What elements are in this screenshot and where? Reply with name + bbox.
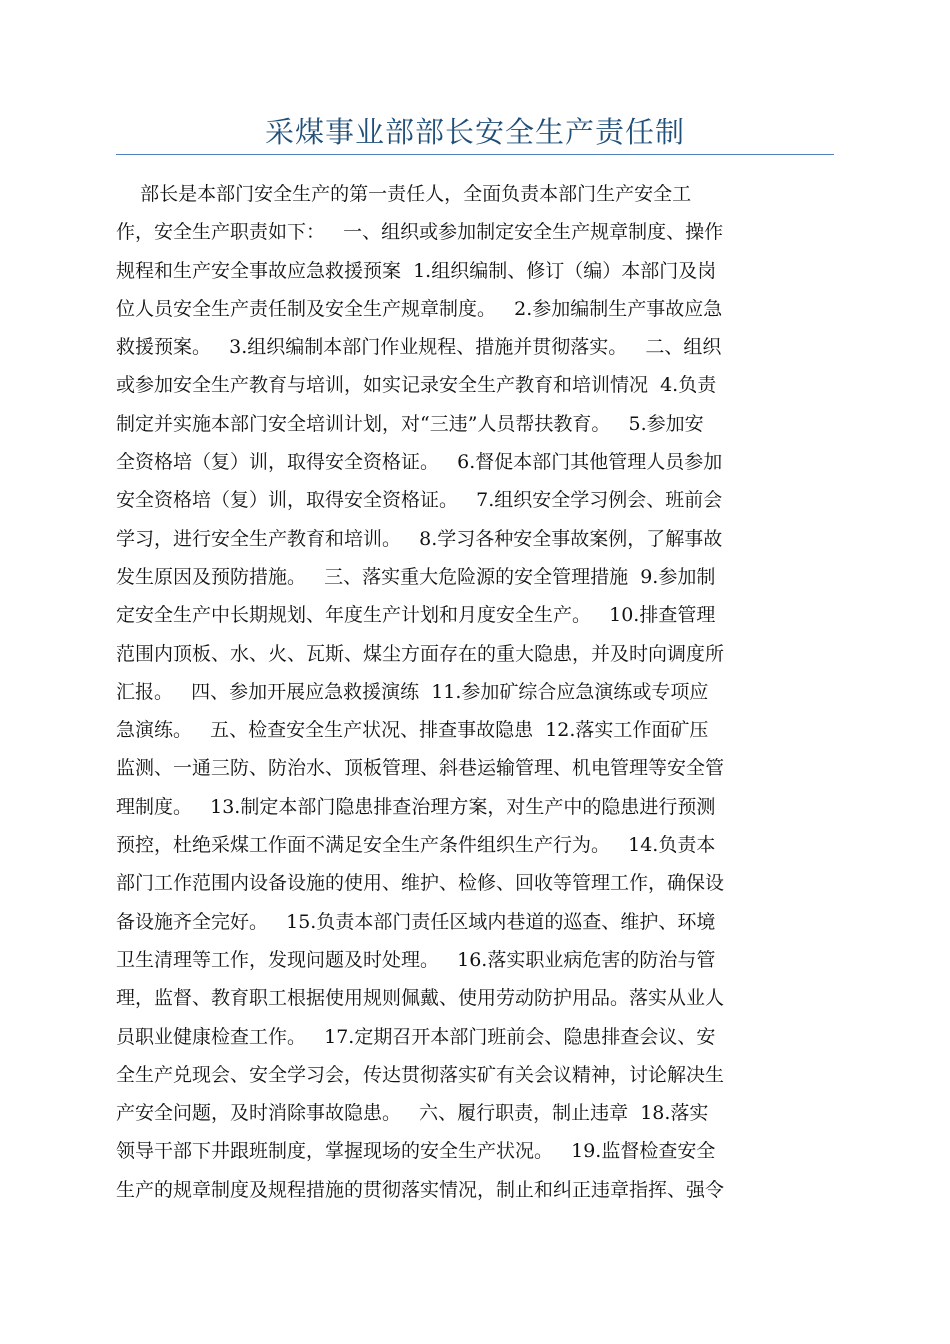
body-line: 位人员安全生产责任制及安全生产规章制度。 2.参加编制生产事故应急 xyxy=(116,297,723,320)
body-line: 救援预案。 3.组织编制本部门作业规程、措施并贯彻落实。 二、组织 xyxy=(116,336,722,359)
body-line: 汇报。 四、参加开展应急救援演练 11.参加矿综合应急演练或专项应 xyxy=(116,680,709,703)
body-line: 预控，杜绝采煤工作面不满足安全生产条件组织生产行为。 14.负责本 xyxy=(116,834,716,857)
body-line: 全生产兑现会、安全学习会，传达贯彻落实矿有关会议精神，讨论解决生 xyxy=(116,1063,725,1086)
body-line: 全资格培（复）训，取得安全资格证。 6.督促本部门其他管理人员参加 xyxy=(116,451,723,474)
body-line: 理，监督、教育职工根据使用规则佩戴、使用劳动防护用品。落实从业人 xyxy=(116,987,725,1010)
document-title: 采煤事业部部长安全生产责任制 xyxy=(264,115,685,149)
body-line: 生产的规章制度及规程措施的贯彻落实情况，制止和纠正违章指挥、强令 xyxy=(116,1178,725,1201)
body-line: 部长是本部门安全生产的第一责任人，全面负责本部门生产安全工 xyxy=(116,183,692,205)
body-line: 急演练。 五、检查安全生产状况、排查事故隐患 12.落实工作面矿压 xyxy=(116,719,709,742)
body-line: 部门工作范围内设备设施的使用、维护、检修、回收等管理工作，确保设 xyxy=(116,872,725,895)
body-line: 作，安全生产职责如下： 一、组织或参加制定安全生产规章制度、操作 xyxy=(116,221,724,244)
body-line: 员职业健康检查工作。 17.定期召开本部门班前会、隐患排查会议、安 xyxy=(116,1025,716,1048)
body-line: 制定并实施本部门安全培训计划，对“三违”人员帮扶教育。 5.参加安 xyxy=(116,412,704,435)
document-body xyxy=(116,175,834,1209)
title-underline xyxy=(116,154,834,155)
body-line: 产安全问题，及时消除事故隐患。 六、履行职责，制止违章 18.落实 xyxy=(116,1102,709,1125)
body-line: 监测、一通三防、防治水、顶板管理、斜巷运输管理、机电管理等安全管 xyxy=(116,757,725,780)
body-line: 领导干部下井跟班制度，掌握现场的安全生产状况。 19.监督检查安全 xyxy=(116,1140,716,1163)
body-line: 学习，进行安全生产教育和培训。 8.学习各种安全事故案例，了解事故 xyxy=(116,527,723,550)
body-line: 发生原因及预防措施。 三、落实重大危险源的安全管理措施 9.参加制 xyxy=(116,565,716,588)
body-line: 规程和生产安全事故应急救援预案 1.组织编制、修订（编）本部门及岗 xyxy=(116,259,717,282)
body-line: 备设施齐全完好。 15.负责本部门责任区域内巷道的巡查、维护、环境 xyxy=(116,910,716,933)
body-line: 范围内顶板、水、火、瓦斯、煤尘方面存在的重大隐患，并及时向调度所 xyxy=(116,642,725,665)
body-line: 定安全生产中长期规划、年度生产计划和月度安全生产。 10.排查管理 xyxy=(116,604,716,627)
body-line: 卫生清理等工作，发现问题及时处理。 16.落实职业病危害的防治与管 xyxy=(116,948,716,971)
body-line: 安全资格培（复）训，取得安全资格证。 7.组织安全学习例会、班前会 xyxy=(116,489,723,512)
body-line: 或参加安全生产教育与培训，如实记录安全生产教育和培训情况 4.负责 xyxy=(116,374,717,397)
body-line: 理制度。 13.制定本部门隐患排查治理方案，对生产中的隐患进行预测 xyxy=(116,795,716,818)
